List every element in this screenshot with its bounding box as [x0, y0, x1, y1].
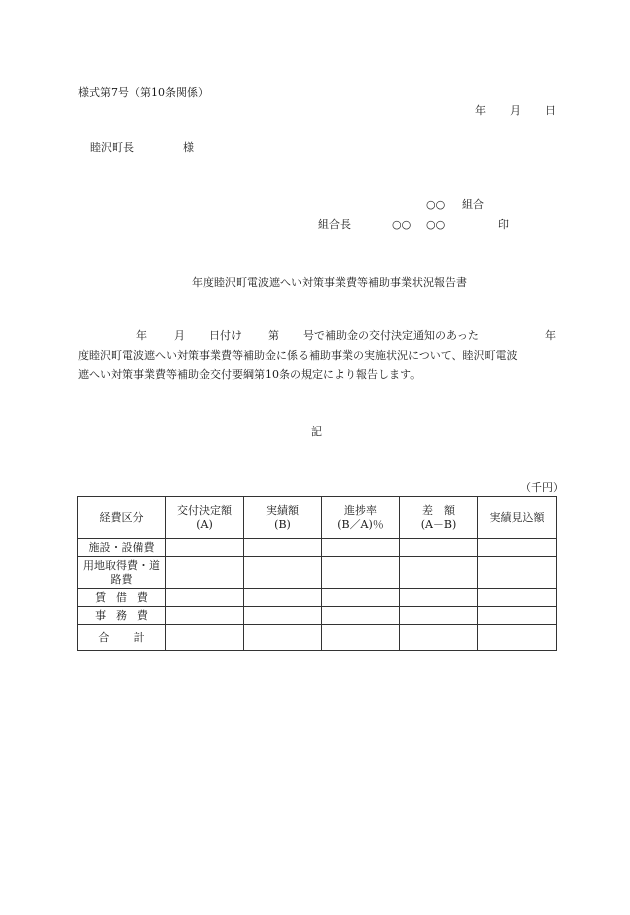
cell-difference [400, 607, 478, 625]
sender-org-placeholder: ○○ [426, 198, 446, 211]
sender-name-part2: ○○ [426, 218, 446, 231]
date-month: 月 [510, 104, 521, 117]
cell-expected-amount [478, 589, 557, 607]
cell-difference [400, 625, 478, 651]
row-category: 事務費 [78, 607, 166, 625]
addressee-name: 睦沢町長 [90, 141, 134, 154]
header-category: 経費区分 [78, 497, 166, 539]
cell-progress-rate [322, 589, 400, 607]
row-category: 合計 [78, 625, 166, 651]
table-row [78, 625, 557, 651]
table-header-row [78, 497, 557, 539]
date-day: 日 [545, 104, 556, 117]
date-year: 年 [475, 104, 486, 117]
cell-progress-rate [322, 539, 400, 557]
seal-mark: 印 [498, 218, 509, 231]
table-row [78, 557, 557, 589]
cell-progress-rate [322, 557, 400, 589]
cell-granted-amount [166, 589, 244, 607]
body-line2: 度睦沢町電波遮へい対策事業費等補助金に係る補助事業の実施状況について、睦沢町電波 [78, 349, 518, 362]
body-year: 年 [136, 329, 147, 342]
document-title: 年度睦沢町電波遮へい対策事業費等補助事業状況報告書 [192, 276, 467, 289]
table-row [78, 539, 557, 557]
header-difference: 差 額 (A－B) [400, 497, 478, 539]
sender-name-part1: ○○ [392, 218, 412, 231]
cell-granted-amount [166, 539, 244, 557]
header-expected-amount: 実績見込額 [478, 497, 557, 539]
cell-actual-amount [244, 539, 322, 557]
row-category: 賃借費 [78, 589, 166, 607]
header-actual-amount: 実績額 (B) [244, 497, 322, 539]
body-date: 日付け [209, 329, 242, 342]
cell-actual-amount [244, 607, 322, 625]
cell-difference [400, 589, 478, 607]
unit-label: （千円） [520, 481, 564, 494]
body-line1-text: 号で補助金の交付決定通知のあった [303, 329, 479, 342]
body-no: 第 [268, 329, 279, 342]
cell-progress-rate [322, 625, 400, 651]
cell-expected-amount [478, 557, 557, 589]
header-progress-rate: 進捗率 (B／A)％ [322, 497, 400, 539]
cell-progress-rate [322, 607, 400, 625]
body-line3: 遮へい対策事業費等補助金交付要綱第10条の規定により報告します。 [78, 368, 422, 381]
cell-difference [400, 539, 478, 557]
body-paragraph [78, 346, 556, 384]
row-category: 施設・設備費 [78, 539, 166, 557]
cell-expected-amount [478, 625, 557, 651]
cell-granted-amount [166, 607, 244, 625]
ki-mark: 記 [311, 425, 322, 438]
cell-actual-amount [244, 625, 322, 651]
addressee-honorific: 様 [183, 141, 194, 154]
cell-granted-amount [166, 625, 244, 651]
cell-granted-amount [166, 557, 244, 589]
cell-actual-amount [244, 589, 322, 607]
form-number: 様式第7号（第10条関係） [78, 86, 209, 99]
cell-expected-amount [478, 539, 557, 557]
cell-difference [400, 557, 478, 589]
expense-table [77, 496, 557, 651]
row-category: 用地取得費・道 路費 [78, 557, 166, 589]
header-granted-amount: 交付決定額 (A) [166, 497, 244, 539]
table-row [78, 589, 557, 607]
body-month: 月 [174, 329, 185, 342]
sender-title: 組合長 [318, 218, 351, 231]
table-row [78, 607, 557, 625]
sender-org-suffix: 組合 [462, 198, 484, 211]
body-line1-end: 年 [545, 329, 556, 342]
cell-expected-amount [478, 607, 557, 625]
cell-actual-amount [244, 557, 322, 589]
